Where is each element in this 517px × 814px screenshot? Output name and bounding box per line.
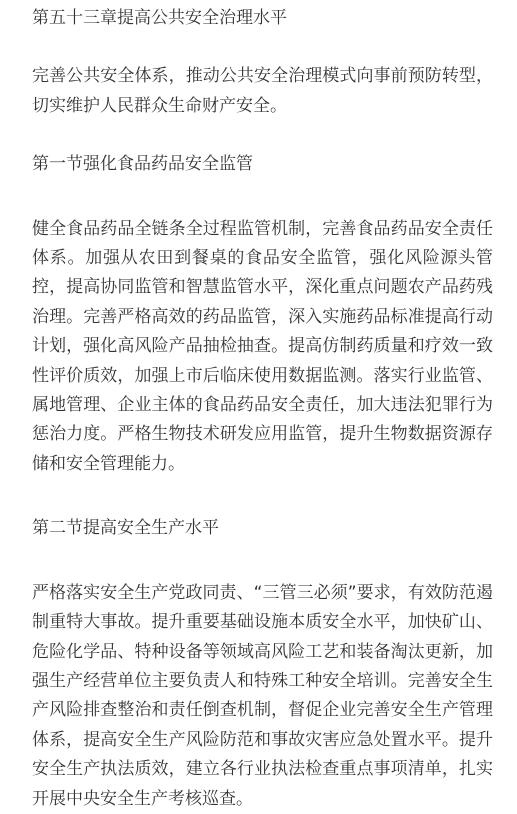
section-1-heading: 第一节强化食品药品安全监管 <box>32 154 253 175</box>
spacer <box>32 544 493 579</box>
spacer <box>32 33 493 62</box>
spacer <box>32 479 493 514</box>
section-2-body: 严格落实安全生产党政同责、“三管三必须”要求，有效防范遏制重特大事故。提升重要基础设施本质安全水平，加快矿山、危险化学品、特种设备等领域高风险工艺和装备淘汰更新，加强生产经营单位主要负责人和特殊工种安全培训。完善安全生产风险排查整治和责任倒查机制，督促企业完善安全生产管理体系，提高安全生产风险防范和事故灾害应急处置水平。提升安全生产执法质效，建立各行业执法检查重点事项清单，扎实开展中央安全生产考核巡查。 <box>32 582 493 809</box>
spacer <box>32 121 493 150</box>
chapter-intro: 完善公共安全体系，推动公共安全治理模式向事前预防转型，切实维护人民群众生命财产安全。 <box>32 66 493 116</box>
section-2-heading: 第二节提高安全生产水平 <box>32 518 219 539</box>
section-1-body: 健全食品药品全链条全过程监管机制，完善食品药品安全责任体系。加强从农田到餐桌的食品安全监管，强化风险源头管控，提高协同监管和智慧监管水平，深化重点问题农产品药残治理。完善严格高效的药品监管，深入实施药品标准提高行动计划，强化高风险产品抽检抽查。提高仿制药质量和疗效一致性评价质效，加强上市后临床使用数据监测。落实行业监管、属地管理、企业主体的食品药品安全责任，加大违法犯罪行为惩治力度。严格生物技术研发应用监管，提升生物数据资源存储和安全管理能力。 <box>32 218 493 474</box>
chapter-title: 第五十三章提高公共安全治理水平 <box>32 8 287 28</box>
spacer <box>32 180 493 215</box>
